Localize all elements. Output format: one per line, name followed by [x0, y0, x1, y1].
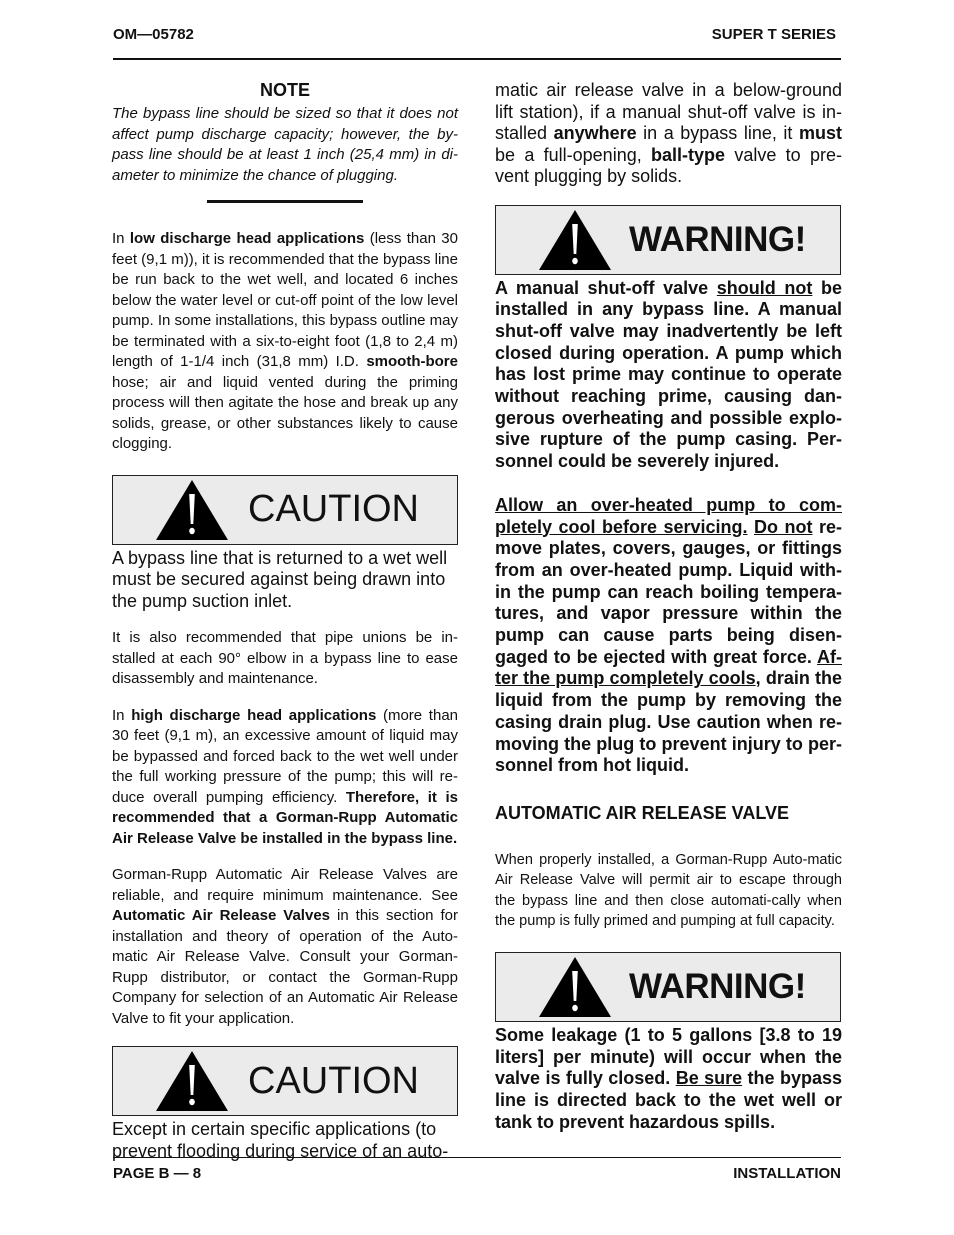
gr-valves-text-2: in this section for installation and theory of operation of the Auto-matic Air Release Valve. Consult your Gorman-Rupp distributor, or contact the Gorman-Rupp Company for selection of an Automatic Air Release Valve to fit your application. [112, 907, 459, 1027]
footer-section: INSTALLATION [733, 1165, 841, 1182]
continued-text-2: in a bypass line, it [636, 123, 799, 143]
continued-bold-2: must [798, 123, 842, 143]
high-head-bold-1: high discharge head applications [131, 706, 377, 724]
high-head-paragraph [112, 706, 458, 850]
header-rule [113, 58, 841, 60]
continued-bold-1: anywhere [553, 123, 637, 143]
caution-label-1: CAUTION [248, 488, 419, 530]
note-rule [207, 200, 363, 203]
left-column [112, 80, 458, 1162]
header-doc-number: OM—05782 [113, 26, 194, 43]
warning1-text-5: , drain the liquid from the pump by removing the casing drain plug. Use caution when re-moving the plug to prevent injury to per-sonnel from hot liquid. [495, 668, 842, 776]
low-head-bold-1: low discharge head applications [129, 230, 365, 247]
note-body: The bypass line should be sized so that it does not affect pump discharge capacity; however, the by-pass line should be at least 1 inch (25,4 mm) in di-ameter to minimize the chance of plugging. [112, 105, 458, 184]
auto-valve-heading: AUTOMATIC AIR RELEASE VALVE [495, 802, 790, 823]
continued-text-4: valve to pre-vent plugging by solids. [495, 144, 843, 186]
unions-paragraph: It is also recommended that pipe unions be in-stalled at each 90° elbow in a bypass line to ease disassembly and maintenance. [112, 629, 458, 687]
warning1-underline-4: Af-ter the pump completely cools [495, 646, 842, 689]
warning1-text-1: A manual shut-off valve [495, 277, 717, 298]
right-column [495, 80, 842, 1133]
warning1-underline-1: should not [716, 277, 813, 298]
auto-valve-paragraph: When properly installed, a Gorman-Rupp Auto-matic Air Release Valve will permit air to escape through the bypass line and then close automati-cally when the pump is fully primed and pumping at full capacity. [495, 851, 842, 930]
footer-page: PAGE B — 8 [113, 1165, 202, 1182]
high-head-bold-2: Therefore, it is recommended that a Gorman-Rupp Automatic Air Release Valve be installed in the bypass line. [112, 788, 459, 847]
header-series: SUPER T SERIES [711, 26, 836, 43]
caution-label-2: CAUTION [248, 1059, 419, 1102]
caution-text-1: A bypass line that is returned to a wet well must be secured against being drawn into the pump suction inlet. [112, 547, 448, 611]
low-head-paragraph [112, 229, 458, 455]
note-block [112, 80, 458, 203]
caution-box-1 [112, 475, 458, 545]
continued-text-3: be a full-opening, [495, 144, 652, 165]
gr-valves-text-1: Gorman-Rupp Automatic Air Release Valves are reliable, and require minimum maintenance. See [112, 866, 458, 904]
gr-valves-bold-1: Automatic Air Release Valves [112, 907, 331, 924]
warning2-text-2: the bypass line is directed back to the wet well or tank to prevent hazardous spills. [495, 1068, 842, 1132]
warning-exclamation-icon [537, 208, 613, 272]
warning-label-1: WARNING! [629, 219, 806, 259]
warning-box-2 [495, 952, 841, 1022]
low-head-text-2: (less than 30 feet (9,1 m)), it is recommended that the bypass line be run back to the wet well, and located 6 inches below the water level or cut-off point of the low level pump. In some installations, this bypass outline may be terminated with a six-to-eight foot (1,8 to 2,4 m) length of 1-1/4 inch (31,8 mm) I.D. [112, 230, 459, 370]
note-title: NOTE [259, 80, 310, 100]
warning-exclamation-icon [537, 955, 613, 1019]
warning1-text-2: be installed in any bypass line. A manual shut-off valve may inadvertently be left closed during operation. A pump which has lost prime may continue to operate without reaching prime, causing dan-gerous overheating and possible explo-sive rupture of the pump casing. Per-sonnel could be severely injured. [495, 277, 843, 472]
warning2-text-1: Some leakage (1 to 5 gallons [3.8 to 19 liters] per minute) will occur when the valve is fully closed. [495, 1024, 842, 1089]
warning-label-2: WARNING! [629, 966, 806, 1006]
caution-warning-icon [154, 1049, 230, 1113]
high-head-text-2: (more than 30 feet (9,1 m), an excessive amount of liquid may be bypassed and forced back to the wet well under the full working pressure of the pump; this will re-duce overall pumping efficiency. [112, 706, 459, 806]
gr-valves-paragraph [112, 865, 458, 1029]
warning-box-1 [495, 205, 841, 275]
warning1-underline-3: Do not [754, 516, 813, 537]
warning2-underline-1: Be sure [675, 1068, 743, 1089]
continued-text-1: matic air release valve in a below-ground lift station), if a manual shut-off valve is in-stalled [495, 80, 842, 143]
warning-text-1 [495, 278, 842, 473]
low-head-text-1: In [112, 230, 130, 247]
continued-paragraph [495, 80, 842, 188]
warning1-underline-2: Allow an over-heated pump to com-pletely cool before servicing. [495, 494, 842, 537]
low-head-text-3: hose; air and liquid vented during the priming process will then agitate the hose and break up any solids, grease, or other substances likely to cause clogging. [112, 373, 458, 452]
caution-text-2: Except in certain specific applications (to prevent flooding during service of an auto- [112, 1119, 449, 1161]
caution-box-2 [112, 1046, 458, 1116]
warning1-text-4: re-move plates, covers, gauges, or fittings from an over-heated pump. Liquid with-in the pump can reach boiling tempera-tures, and vapor pressure within the pump can cause parts being disen-gaged to be ejected with great force. [495, 516, 842, 667]
caution-warning-icon [154, 478, 230, 542]
warning-text-2 [495, 495, 842, 777]
warning-text-3 [495, 1025, 842, 1134]
continued-bold-3: ball-type [651, 144, 726, 165]
footer-rule [113, 1157, 841, 1158]
high-head-text-1: In [112, 706, 132, 724]
low-head-bold-2: smooth-bore [366, 353, 458, 370]
